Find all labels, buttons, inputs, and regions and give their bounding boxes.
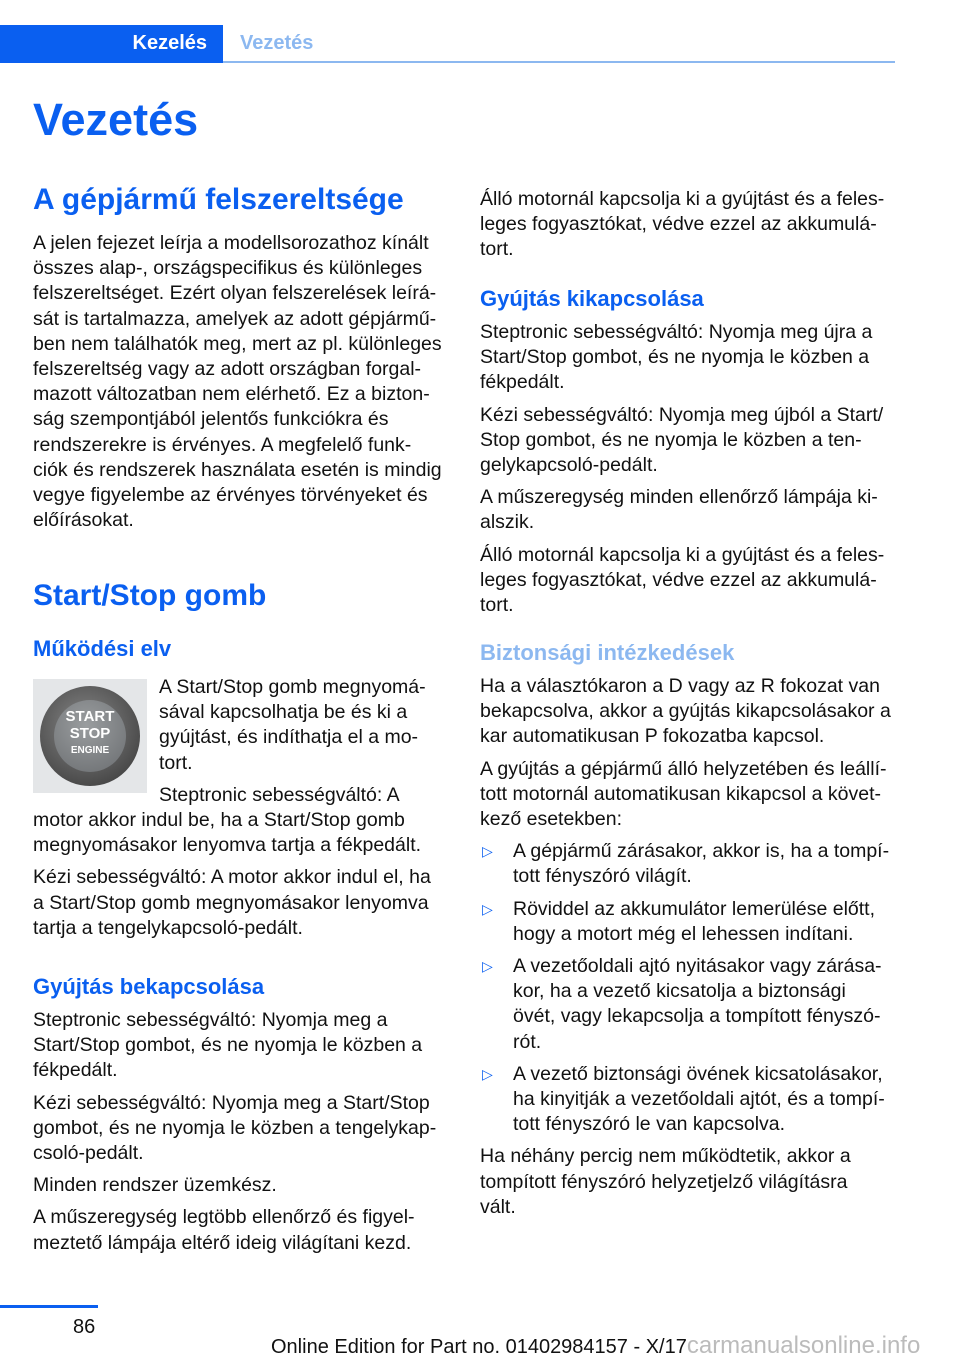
tab-kezeles[interactable]: Kezelés — [0, 25, 223, 63]
tab-vezetes[interactable]: Vezetés — [240, 32, 314, 54]
paragraph: Álló motornál kapcsolja ki a gyújtást és a feles- leges fogyasztókat, védve ezzel az akkumulá- tort. — [480, 543, 885, 617]
heading-equipment: A gépjármű felszereltsége — [33, 183, 404, 216]
section-tabs — [0, 25, 895, 63]
heading-ignition-off: Gyújtás kikapcsolása — [480, 286, 704, 311]
watermark: carmanualsonline.info — [686, 1332, 921, 1359]
page-number: 86 — [73, 1316, 96, 1338]
paragraph: Kézi sebességváltó: Nyomja meg a Start/Stop gombot, és ne nyomja le közben a tengelykap- csoló-pedált. — [33, 1091, 437, 1165]
paragraph: A jelen fejezet leírja a modellsorozathoz kínált összes alap-, országspecifikus és különleges felszereltséget. Ezért olyan felszerelések leírá- sát is tartalmazza, amelyek az adott gépjármű- ben nem találhatók meg, mert az pl. különleges felszereltség vagy az adott országban forgal- mazott változatban nem elérhető. Ez a bizton- ság szempontjából jelentős funkciókra és rendszerekre is érvényes. A megfelelő funk- ciók és rendszerek használata esetén is mindig vegye figyelembe az érvényes törvényeket és előírásokat. — [33, 232, 442, 532]
left-intro — [33, 231, 451, 540]
triangle-bullet-icon: ▷ — [482, 843, 493, 860]
list-item: ▷ Röviddel az akkumulátor lemerülése előtt, hogy a motort még el lehessen indítani. — [482, 897, 876, 945]
page-title: Vezetés — [33, 94, 199, 145]
list-item: ▷ A gépjármű zárásakor, akkor is, ha a tompí- tott fényszóró világít. — [482, 840, 890, 888]
paragraph: Steptronic sebességváltó: Nyomja meg a Start/Stop gombot, és ne nyomja le közben a fékpedált. — [33, 1009, 423, 1082]
paragraph: Ha a választókaron a D vagy az R fokozat van bekapcsolva, akkor a gyújtás kikapcsolásakor a kar automatikusan P fokozatba kapcsol. — [480, 675, 891, 748]
paragraph: A műszeregység legtöbb ellenőrző és figyel- meztető lámpája eltérő ideig világítani kezd. — [33, 1206, 415, 1254]
footer-edition: Online Edition for Part no. 01402984157 - X/17carmanualsonline.info — [271, 1332, 921, 1359]
heading-safety: Biztonsági intézkedések — [480, 640, 735, 665]
paragraph: Minden rendszer üzemkész. — [33, 1174, 277, 1197]
paragraph: A műszeregység minden ellenőrző lámpája ki- alszik. — [480, 486, 878, 534]
triangle-bullet-icon: ▷ — [482, 958, 493, 975]
right-ignition-off — [480, 320, 898, 625]
right-safety — [480, 674, 898, 1227]
list-item: ▷ A vezetőoldali ajtó nyitásakor vagy zárása- kor, ha a vezető kicsatolja a biztonsági övét, vagy lekapcsolja a tompított fényszó- rót. — [482, 955, 882, 1053]
heading-principle: Működési elv — [33, 636, 172, 661]
triangle-bullet-icon: ▷ — [482, 900, 493, 917]
footer-rule — [0, 1305, 98, 1308]
heading-ignition-on: Gyújtás bekapcsolása — [33, 974, 265, 999]
paragraph: Kézi sebességváltó: Nyomja meg újból a Start/ Stop gombot, és ne nyomja le közben a ten- gelykapcsoló-pedált. — [480, 403, 884, 477]
heading-start-stop: Start/Stop gomb — [33, 579, 267, 612]
paragraph: A Start/Stop gomb megnyomá- sával kapcsolhatja be és ki a gyújtást, és indíthatja el a mo- tort. — [159, 676, 426, 774]
right-top — [480, 187, 898, 270]
left-principle — [33, 675, 451, 948]
paragraph: Ha néhány percig nem működtetik, akkor a tompított fényszóró helyzetjelző világításra vált. — [480, 1145, 851, 1218]
paragraph: Álló motornál kapcsolja ki a gyújtást és a feles- leges fogyasztókat, védve ezzel az akkumulá- tort. — [480, 188, 885, 261]
paragraph: Steptronic sebességváltó: Nyomja meg újra a Start/Stop gombot, és ne nyomja le közben a fékpedált. — [480, 321, 873, 394]
bullet-list — [480, 839, 898, 1137]
paragraph: A gyújtás a gépjármű álló helyzetében és leállí- tott motornál automatikusan kikapcsol a követ- kező esetekben: — [480, 757, 887, 831]
triangle-bullet-icon: ▷ — [482, 1065, 493, 1082]
list-item: ▷ A vezető biztonsági övének kicsatolásakor, ha kinyitják a vezetőoldali ajtót, és a tompí- tott fényszóró le van kapcsolva. — [482, 1062, 885, 1136]
left-ignition-on — [33, 1008, 451, 1263]
paragraph: Kézi sebességváltó: A motor akkor indul el, ha a Start/Stop gomb megnyomásakor lenyomva tartja a tengelykapcsoló-pedált. — [33, 866, 431, 939]
paragraph: Steptronic sebességváltó: A motor akkor indul be, ha a Start/Stop gomb megnyomásakor lenyomva tartja a fékpedált. — [33, 783, 422, 857]
start-stop-button-image: START STOP ENGINE — [33, 679, 147, 793]
